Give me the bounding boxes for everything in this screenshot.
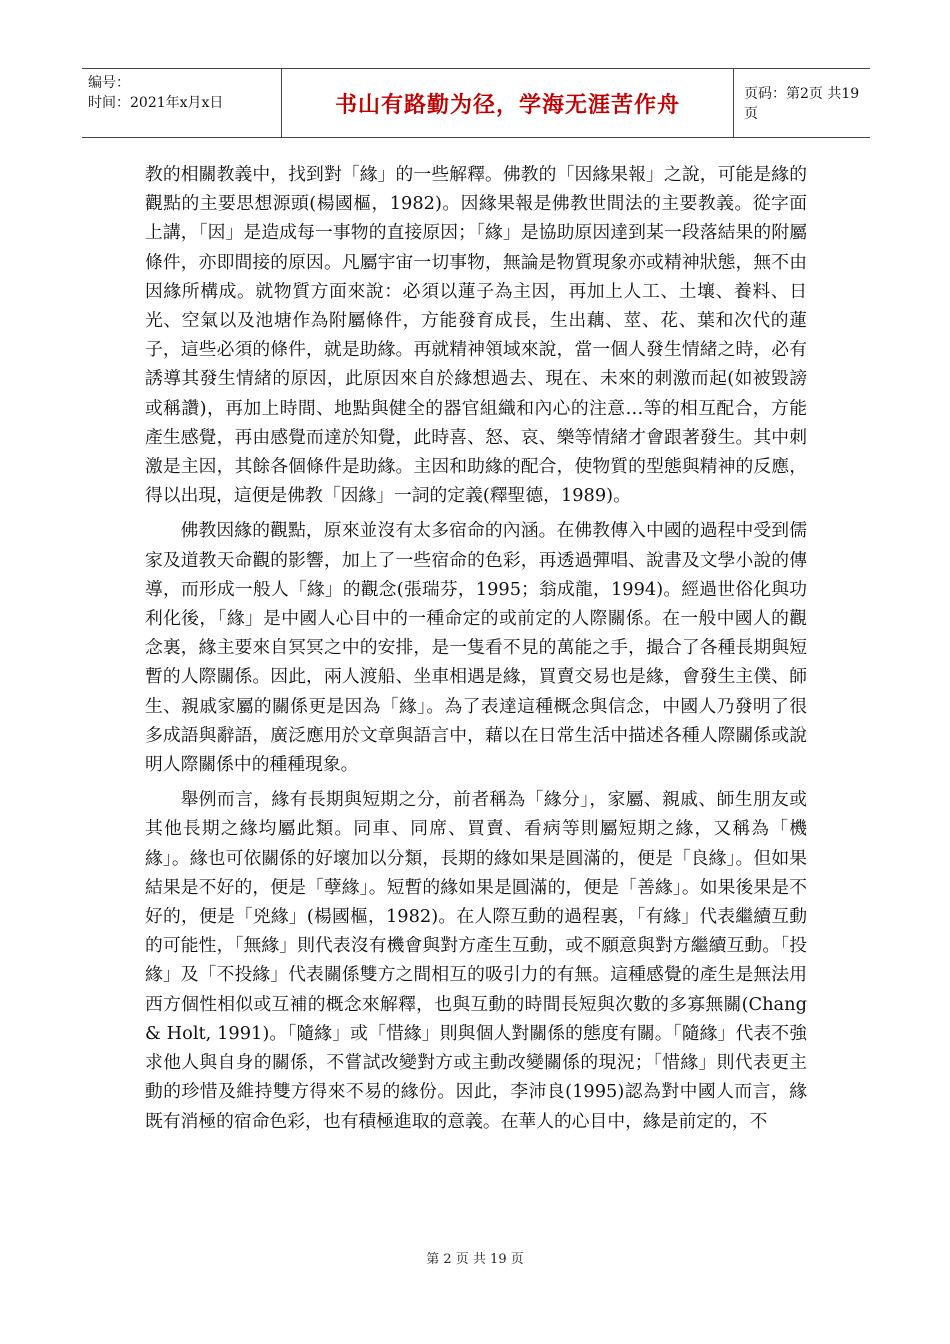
header-meta — [82, 69, 282, 137]
header-page-info-cell — [734, 69, 870, 137]
header-table — [82, 68, 870, 138]
document-body — [145, 160, 807, 1142]
paragraph-1: 教的相關教義中，找到對「緣」的一些解釋。佛教的「因緣果報」之說，可能是緣的觀點的主要思想源頭(楊國樞，1982)。因緣果報是佛教世間法的主要教義。從字面上講，「因」是造成每一事物的直接原因；「緣」是協助原因達到某一段落結果的附屬條件，亦即間接的原因。凡屬宇宙一切事物，無論是物質現象亦或精神狀態，無不由因緣所構成。就物質方面來說：必須以蓮子為主因，再加上人工、土壤、養料、日光、空氣以及池塘作為附屬條件，方能發育成長，生出藕、莖、花、葉和次代的蓮子，這些必須的條件，就是助緣。再就精神領域來說，當一個人發生情緒之時，必有誘導其發生情緒的原因，此原因來自於緣想過去、現在、未來的刺激而起(如被毀謗或稱讚)，再加上時間、地點與健全的器官組織和內心的注意…等的相互配合，方能產生感覺，再由感覺而達於知覺，此時喜、怒、哀、樂等情緒才會跟著發生。其中刺激是主因，其餘各個條件是助緣。主因和助緣的配合，使物質的型態與精神的反應，得以出現，這便是佛教「因緣」一詞的定義(釋聖德，1989)。 — [145, 164, 807, 507]
header-motto-cell — [282, 69, 734, 137]
footer-page-number: 第 2 页 共 19 页 — [426, 1252, 524, 1267]
header-motto: 书山有路勤为径，学海无涯苦作舟 — [334, 92, 680, 118]
paragraph-3: 舉例而言，緣有長期與短期之分，前者稱為「緣分」，家屬、親戚、師生朋友或其他長期之緣均屬此類。同車、同席、買賣、看病等則屬短期之緣，又稱為「機緣」。緣也可依關係的好壞加以分類，長期的緣如果是圓滿的，便是「良緣」。但如果結果是不好的，便是「孽緣」。短暫的緣如果是圓滿的，便是「善緣」。如果後果是不好的，便是「兇緣」(楊國樞，1982)。在人際互動的過程裏，「有緣」代表繼續互動的可能性，「無緣」則代表沒有機會與對方產生互動，或不願意與對方繼續互動。「投緣」及「不投緣」代表關係雙方之間相互的吸引力的有無。這種感覺的產生是無法用西方個性相似或互補的概念來解釋，也與互動的時間長短與次數的多寡無關(Chang & Holt, 1991)。「隨緣」或「惜緣」則與個人對關係的態度有關。「隨緣」代表不強求他人與自身的關係，不嘗試改變對方或主動改變關係的現況；「惜緣」則代表更主動的珍惜及維持雙方得來不易的緣份。因此，李沛良(1995)認為對中國人而言，緣既有消極的宿命色彩，也有積極進取的意義。在華人的心目中，緣是前定的，不 — [145, 789, 807, 1132]
document-time-label: 时间：2021年x月x日 — [88, 95, 224, 111]
page-footer — [0, 1248, 950, 1267]
header-page-info: 页码：第2页 共19页 — [744, 86, 860, 122]
document-number-label: 编号： — [88, 75, 130, 91]
paragraph-2: 佛教因緣的觀點，原來並沒有太多宿命的內涵。在佛教傳入中國的過程中受到儒家及道教天命觀的影響，加上了一些宿命的色彩，再透過彈唱、說書及文學小說的傳導，而形成一般人「緣」的觀念(張瑞芬，1995；翁成龍，1994)。經過世俗化與功利化後，「緣」是中國人心目中的一種命定的或前定的人際關係。在一般中國人的觀念裏，緣主要來自冥冥之中的安排，是一隻看不見的萬能之手，撮合了各種長期與短暫的人際關係。因此，兩人渡船、坐車相遇是緣，買賣交易也是緣，會發生主僕、師生、親戚家屬的關係更是因為「緣」。為了表達這種概念與信念，中國人乃發明了很多成語與辭語，廣泛應用於文章與語言中，藉以在日常生活中描述各種人際關係或說明人際關係中的種種現象。 — [145, 520, 807, 776]
